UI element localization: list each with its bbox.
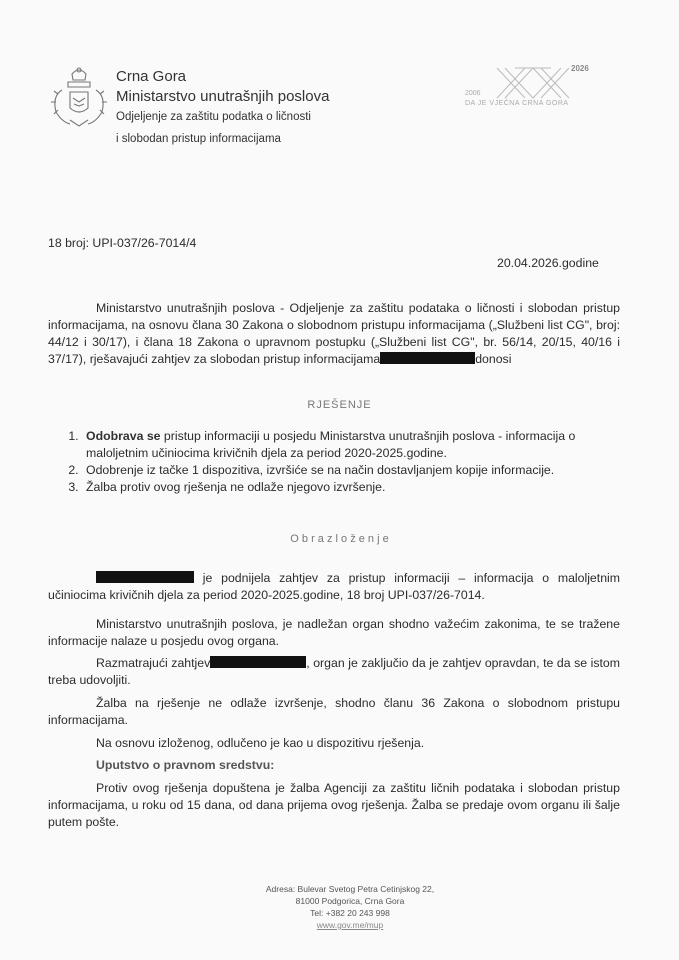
jubilee-logo xyxy=(465,62,625,112)
decision-item-3: 3. Žalba protiv ovog rješenja ne odlaže njegovo izvršenje. xyxy=(82,479,624,496)
footer-city: 81000 Podgorica, Crna Gora xyxy=(295,896,405,906)
intro-donosi: donosi xyxy=(475,352,512,366)
jubilee-motto: DA JE VJEČNA CRNA GORA xyxy=(465,100,569,107)
reasoning-p6: Protiv ovog rješenja dopuštena je žalba Agenciji za zaštitu ličnih podataka i slobodan pristup informacijama, u roku od 15 dana, od dana prijema ovog rješenja. Žalba se predaje ovom organu ili šalje putem pošte. xyxy=(48,781,620,829)
footer-address: Adresa: Bulevar Svetog Petra Cetinjskog 22, xyxy=(265,884,435,894)
jubilee-year-start: 2006 xyxy=(465,90,481,97)
decision-item-2: 2. Odobrenje iz tačke 1 dispozitiva, izvršiće se na način dostavljanjem kopije informacije. xyxy=(82,462,624,479)
montenegro-coat-of-arms-icon xyxy=(48,64,110,130)
footer xyxy=(200,883,500,931)
department-line-2: i slobodan pristup informacijama xyxy=(116,133,281,145)
footer-website[interactable]: www.gov.me/mup xyxy=(316,920,384,930)
document-date: 20.04.2026.godine xyxy=(497,256,599,270)
department-line-1: Odjeljenje za zaštitu podatka o ličnosti xyxy=(116,111,311,123)
reasoning-p1: je podnijela zahtjev za pristup informaciji – informacija o maloljetnim učiniocima krivičnih djela za period 2020-2025.godine, 18 broj UPI-037/26-7014. xyxy=(48,571,621,602)
decision-list xyxy=(64,428,624,496)
redacted-name xyxy=(210,656,306,668)
reasoning-title: O b r a z l o ž e n j e xyxy=(290,533,389,545)
legal-remedy-title: Uputstvo o pravnom sredstvu: xyxy=(96,758,275,772)
reasoning-p2: Ministarstvo unutrašnjih poslova, je nadležan organ shodno važećim zakonima, te se tražene informacije nalaze u posjedu ovog organa. xyxy=(48,617,620,648)
intro-paragraph xyxy=(48,300,620,368)
redacted-name xyxy=(96,571,194,583)
footer-phone: Tel: +382 20 243 998 xyxy=(310,908,390,918)
reasoning-p4: Žalba na rješenje ne odlaže izvršenje, shodno članu 36 Zakona o slobodnom pristupu informacijama. xyxy=(48,696,620,727)
reference-number: 18 broj: UPI-037/26-7014/4 xyxy=(48,236,197,250)
reasoning-p5: Na osnovu izloženog, odlučeno je kao u dispozitivu rješenja. xyxy=(96,736,425,750)
reasoning-p3: Razmatrajući zahtjev , organ je zaključio da je zahtjev opravdan, te da se istom treba udovoljiti. xyxy=(48,656,620,687)
country-name: Crna Gora xyxy=(116,68,187,85)
redacted-name xyxy=(380,352,475,364)
jubilee-year-end: 2026 xyxy=(571,64,589,73)
decision-item-1: 1. Odobrava se pristup informaciji u posjedu Ministarstva unutrašnjih poslova - informacija o maloljetnim učiniocima krivičnih djela za period 2020-2025.godine. xyxy=(82,428,624,462)
intro-text: Ministarstvo unutrašnjih poslova - Odjeljenje za zaštitu podataka o ličnosti i slobodan pristup informacijama, na osnovu člana 30 Zakona o slobodnom pristupu informacijama („Službeni list CG", broj: 44/12 i 30/17), i člana 18 Zakona o upravnom postupku („Službeni list CG", br. 56/14, 20/15, 40/16 i 37/17), rješavajući zahtjev za slobodan pristup informacijama xyxy=(48,301,620,366)
decision-title: RJEŠENJE xyxy=(307,399,372,411)
ministry-name: Ministarstvo unutrašnjih poslova xyxy=(116,88,330,105)
emblem xyxy=(48,64,110,130)
